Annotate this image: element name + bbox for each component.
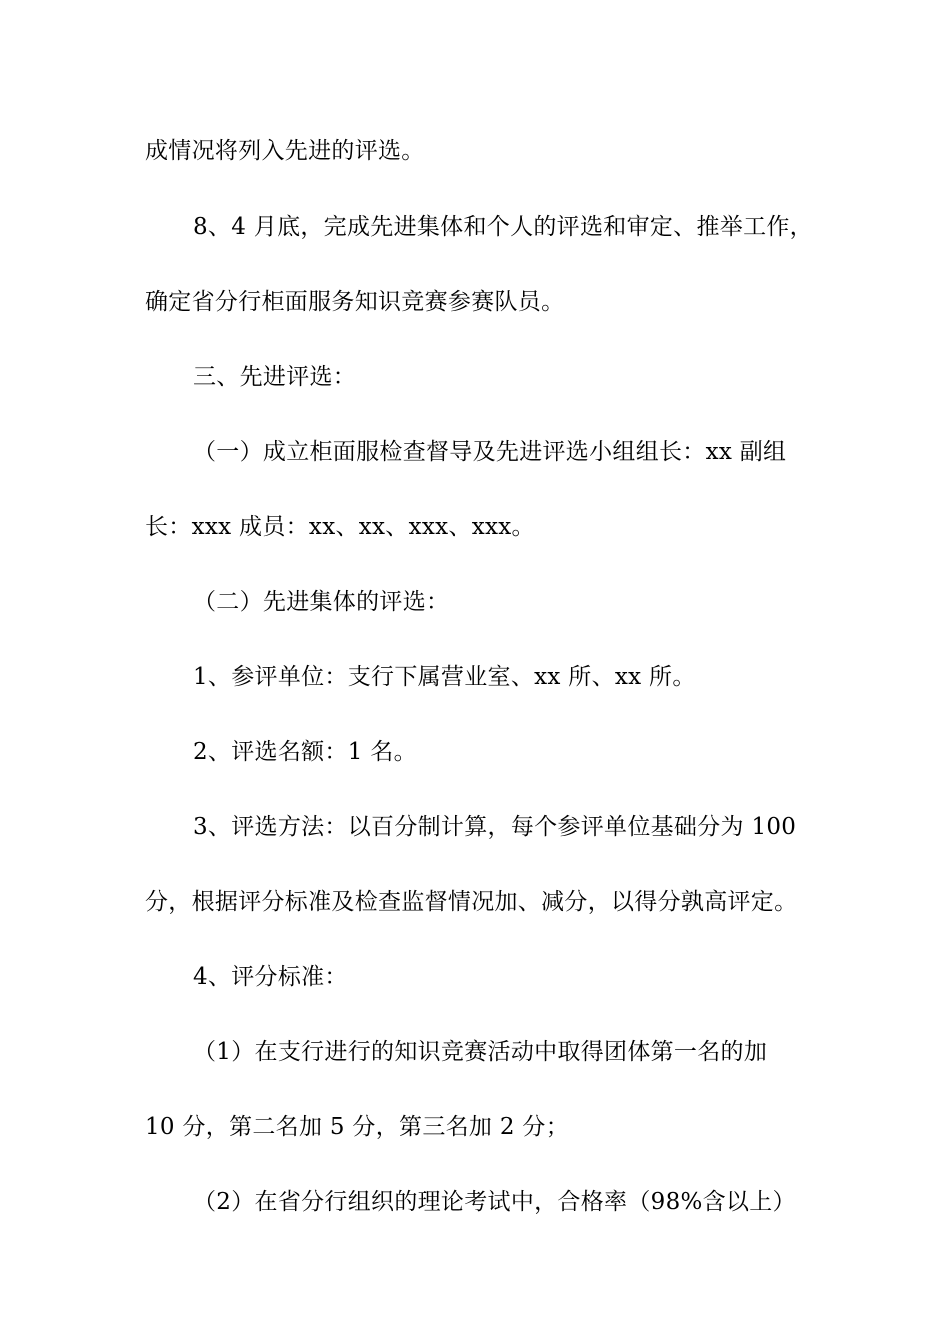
text-line: （一）成立柜面服检查督导及先进评选小组组长：xx 副组 <box>193 439 787 465</box>
text-line: 确定省分行柜面服务知识竞赛参赛队员。 <box>145 289 565 315</box>
text-line: 10 分，第二名加 5 分，第三名加 2 分； <box>145 1114 569 1140</box>
text-line: 2、评选名额：1 名。 <box>193 739 417 765</box>
text-line: 分，根据评分标准及检查监督情况加、减分，以得分孰高评定。 <box>145 889 798 915</box>
text-line: 8、4 月底，完成先进集体和个人的评选和审定、推举工作， <box>193 214 813 240</box>
text-line: （2）在省分行组织的理论考试中，合格率（98%含以上） <box>193 1189 796 1215</box>
text-line: 长：xxx 成员：xx、xx、xxx、xxx。 <box>145 514 535 540</box>
text-line: （1）在支行进行的知识竞赛活动中取得团体第一名的加 <box>193 1039 768 1065</box>
text-line: 3、评选方法：以百分制计算，每个参评单位基础分为 100 <box>193 814 797 840</box>
section-heading: 三、先进评选： <box>193 364 357 390</box>
text-line: 成情况将列入先进的评选。 <box>145 138 425 164</box>
text-line: 4、评分标准： <box>193 964 348 990</box>
text-line: 1、参评单位：支行下属营业室、xx 所、xx 所。 <box>193 664 696 690</box>
subsection-heading: （二）先进集体的评选： <box>193 589 450 615</box>
